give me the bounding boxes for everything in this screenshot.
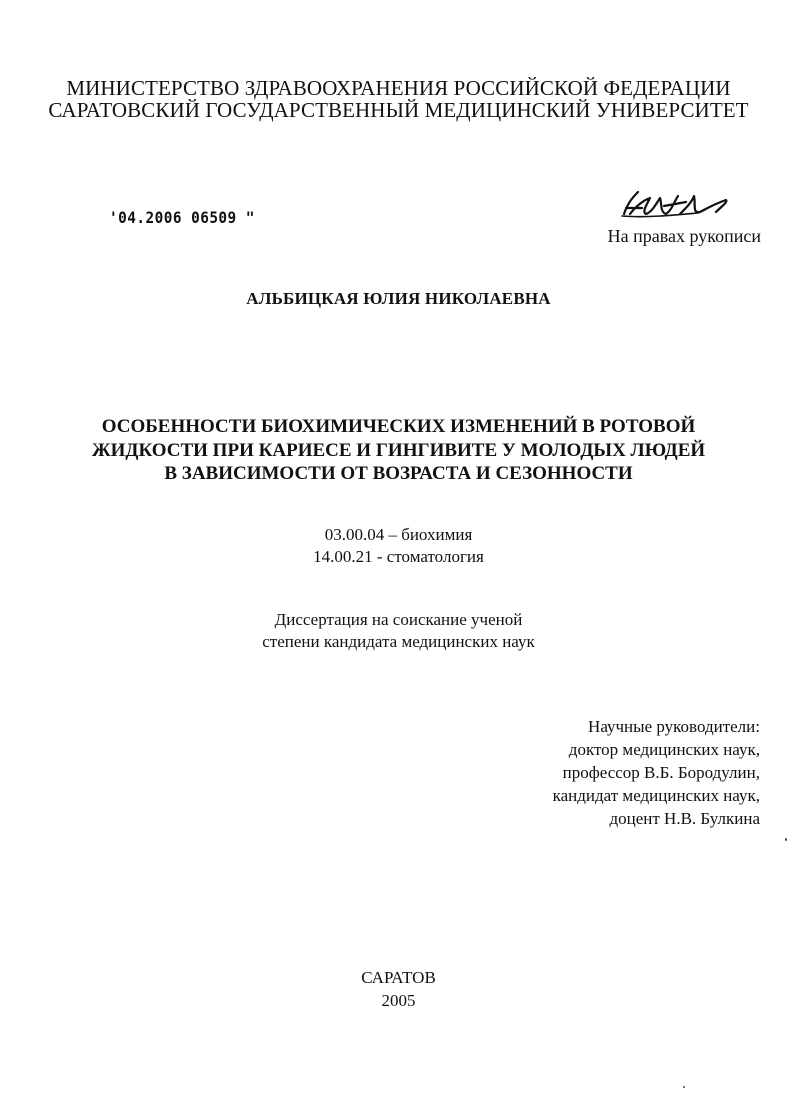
- specialty-dentistry: 14.00.21 - стоматология: [313, 547, 484, 566]
- university-heading: САРАТОВСКИЙ ГОСУДАРСТВЕННЫЙ МЕДИЦИНСКИЙ УНИВЕРСИТЕТ: [48, 98, 749, 122]
- dissertation-line-2: степени кандидата медицинских наук: [262, 632, 535, 651]
- title-line-3: В ЗАВИСИМОСТИ ОТ ВОЗРАСТА И СЕЗОННОСТИ: [164, 463, 633, 484]
- supervisor-1-degree: доктор медицинских наук,: [568, 740, 760, 759]
- author-name: АЛЬБИЦКАЯ ЮЛИЯ НИКОЛАЕВНА: [246, 289, 551, 308]
- title-line-2: ЖИДКОСТИ ПРИ КАРИЕСЕ И ГИНГИВИТЕ У МОЛОДЫХ ЛЮДЕЙ: [91, 440, 706, 461]
- archive-stamp-number: '04.2006 06509 ": [109, 208, 255, 227]
- supervisor-2-degree: кандидат медицинских наук,: [552, 786, 760, 805]
- title-line-1: ОСОБЕННОСТИ БИОХИМИЧЕСКИХ ИЗМЕНЕНИЙ В РОТОВОЙ: [101, 416, 696, 437]
- supervisors-heading: Научные руководители:: [588, 717, 760, 736]
- scan-speck: [785, 838, 787, 841]
- rights-note: На правах рукописи: [607, 226, 761, 246]
- scan-speck: [683, 1086, 685, 1088]
- supervisor-2-name: доцент Н.В. Булкина: [609, 809, 760, 828]
- ministry-heading: МИНИСТЕРСТВО ЗДРАВООХРАНЕНИЯ РОССИЙСКОЙ ФЕДЕРАЦИИ: [66, 76, 731, 100]
- specialty-biochemistry: 03.00.04 – биохимия: [324, 525, 473, 544]
- supervisor-1-name: профессор В.Б. Бородулин,: [562, 763, 760, 782]
- city: САРАТОВ: [361, 968, 436, 987]
- year: 2005: [381, 991, 416, 1010]
- dissertation-line-1: Диссертация на соискание ученой: [274, 610, 523, 629]
